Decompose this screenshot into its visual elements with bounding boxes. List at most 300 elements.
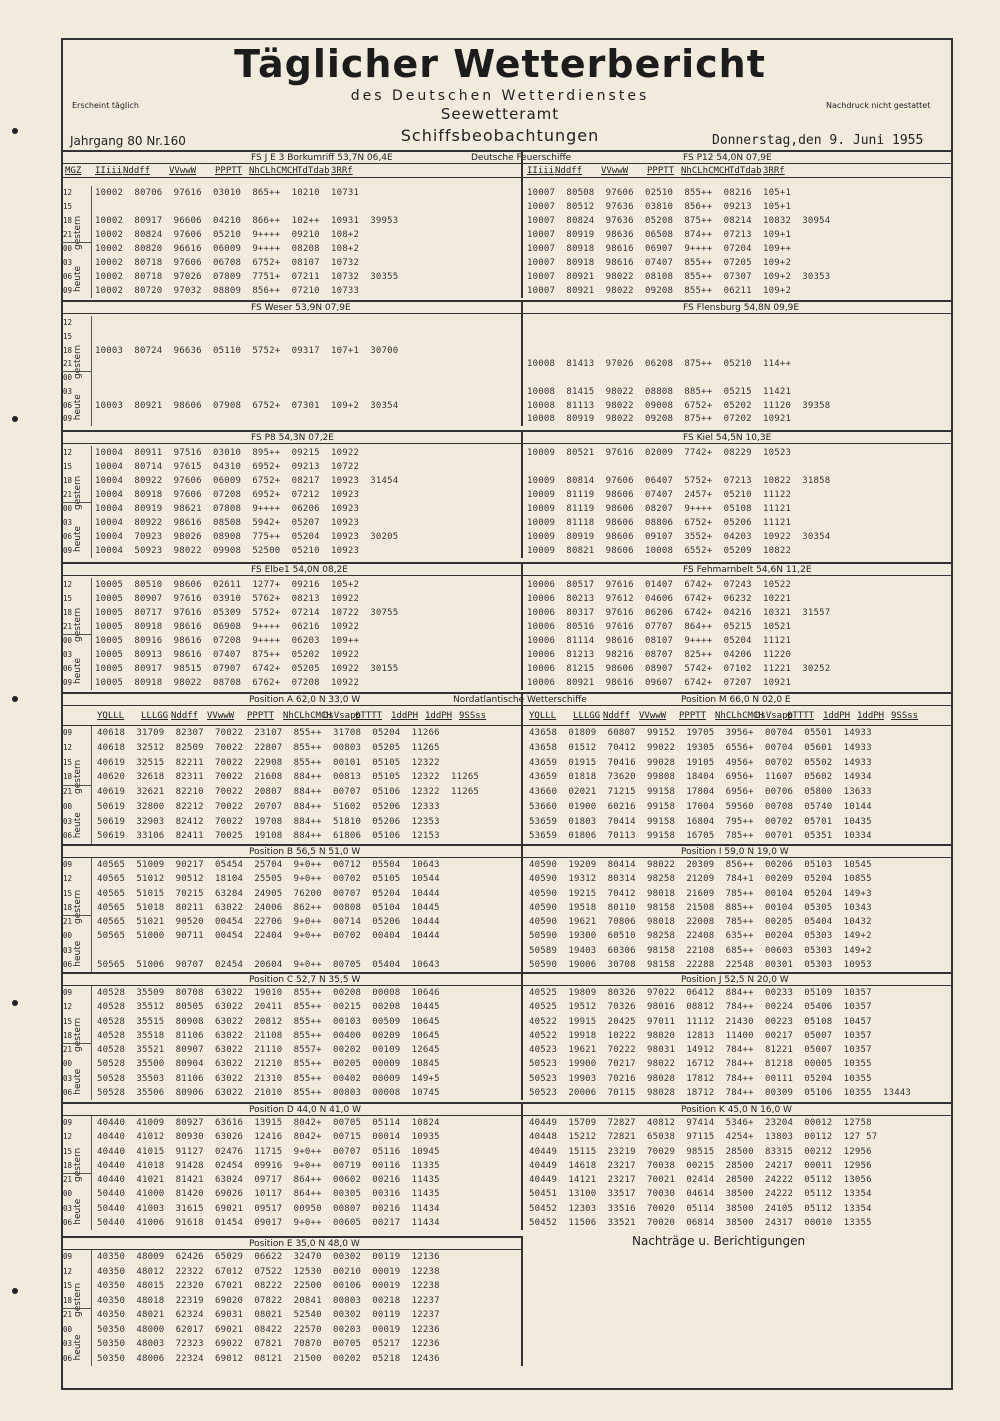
time-label: 21 [63,917,73,926]
table-row: 10009 80521 97616 02009 7742+ 08229 10523 [527,448,792,458]
heute-label: heute [73,1068,83,1095]
gutter-divider [91,726,92,844]
column-label: 9SSss [891,711,919,721]
column-label: IIiii [527,166,555,176]
gestern-label: gestern [73,1147,83,1182]
table-row: 10007 80919 98636 06508 874++ 07213 109+1 [527,230,792,240]
table-row: 40449 15115 23219 70029 98515 28500 83315 00212 12956 [529,1146,872,1157]
table-row: 10008 81413 97026 06208 875++ 05210 114++ [527,359,792,370]
section-title: Schiffsbeobachtungen [400,126,600,145]
gestern-label: gestern [73,608,83,643]
column-header [61,164,953,178]
table-row: 10006 81215 98606 08907 5742+ 07102 11221 30252 [527,664,831,674]
time-label: 12 [63,874,73,884]
time-label: 03 [63,1339,73,1348]
gestern-label: gestern [73,1017,83,1052]
time-label: 21 [63,1310,73,1319]
table-row: 10003 80724 96636 05110 5752+ 09317 107+1 30700 [95,345,399,356]
station-name: Position D 44,0 N 41,0 W [249,1105,361,1115]
station-name: Position K 45,0 N 16,0 W [681,1105,792,1115]
time-label: 18 [63,476,73,485]
station-header [61,300,953,314]
table-row: 40523 19621 70222 98031 14912 784++ 81221 05007 10357 [529,1045,872,1055]
time-label: 21 [63,622,73,631]
table-row: 50619 32903 82412 70022 19708 884++ 51810 05206 12353 [97,816,440,827]
column-label: IIiii [95,166,123,176]
time-label: 18 [63,1295,73,1305]
column-label: Nddff [555,166,583,176]
table-row: 40350 48015 22320 67021 08222 22500 00106 00019 12238 [97,1281,440,1291]
table-row: 10004 80922 97606 06009 6752+ 08217 10923 31454 [95,476,399,486]
time-label: 06 [63,1217,73,1227]
center-divider [521,844,523,972]
column-label: PPPTT [647,166,675,176]
table-row: 10008 81415 98022 08808 885++ 05215 11421 [527,386,792,397]
station-header [61,562,953,576]
table-row: 10006 80921 98616 09607 6742+ 07207 10921 [527,678,792,688]
gestern-label: gestern [73,759,83,794]
station-name: Position A 62,0 N 33,0 W [249,695,361,705]
time-label: 03 [63,518,73,527]
table-row: 10004 50923 98022 09908 52500 05210 10923 [95,546,360,556]
time-label: 21 [63,1045,73,1054]
table-row: 43659 01818 73620 99808 18404 6956+ 11607 05602 14934 [529,772,872,783]
time-label: 12 [63,1132,73,1142]
column-label: PPPTT [247,711,275,721]
column-label: DsVsapp [755,711,793,721]
station-name: Position J 52,5 N 20,0 W [681,975,789,985]
table-row: 10005 80918 98022 08708 6762+ 07208 10922 [95,678,360,688]
station-header [61,844,953,858]
table-row: 50565 51006 90707 02454 20604 9+0++ 00705 05404 10643 [97,959,440,970]
column-label: 1ddPH [425,711,453,721]
table-row: 50619 32800 82212 70022 20707 884++ 51602 05206 12333 [97,801,440,812]
station-header [61,1236,521,1250]
column-label: VVwwW [639,711,667,721]
time-label: 00 [63,244,73,253]
station-name: FS Weser 53,9N 07,9E [251,303,351,313]
table-row: 10005 80913 98616 07407 875++ 05202 10922 [95,650,360,660]
gestern-label: gestern [73,476,83,511]
table-row: 10006 80517 97616 01407 6742+ 07243 10522 [527,580,792,590]
station-header [61,1102,953,1116]
table-row: 40565 51009 90217 05454 25704 9+0++ 00712 05504 10643 [97,860,440,870]
table-row: 40590 19518 80110 98158 21508 885++ 00104 05305 10343 [529,902,872,913]
time-label: 12 [63,318,73,327]
time-label: 09 [63,1252,73,1261]
table-row: 40350 48018 22319 69020 07822 20841 00803 00218 12237 [97,1295,440,1306]
table-row: 10002 80718 97026 07809 7751+ 07211 10732 30355 [95,272,399,282]
column-label: TdTdab [729,166,762,176]
time-label: 09 [63,988,73,997]
column-label: 1ddPH [391,711,419,721]
table-row: 10006 81213 98216 08707 825++ 04206 11220 [527,650,792,660]
table-row: 10004 80922 98616 08508 5942+ 05207 10923 [95,518,360,528]
column-label: VVwwW [169,166,197,176]
station-header [61,150,953,164]
table-row: 10002 80917 96606 04210 866++ 102++ 10931 39953 [95,216,399,226]
time-label: 06 [63,272,73,281]
time-label: 21 [63,230,73,239]
table-row: 10005 80907 97616 03910 5762+ 08213 10922 [95,594,360,604]
center-divider [521,430,523,558]
time-gutter [61,578,91,690]
column-label: NhCLhCMCH [681,166,730,176]
office-name: Seewetteramt [440,105,560,123]
time-gutter [61,186,91,298]
time-label: 09 [63,728,73,737]
time-label: 00 [63,504,73,513]
table-row: 40449 15709 72827 40812 97414 5346+ 23204 00012 12758 [529,1118,872,1128]
table-row: 10004 80714 97615 04310 6952+ 09213 10722 [95,462,360,472]
table-row: 10004 80918 97606 07208 6952+ 07212 10923 [95,490,360,500]
punch-hole [12,696,18,702]
table-row: 10002 80706 97616 03010 865++ 10210 10731 [95,188,360,198]
table-row: 50590 19006 30708 98158 22288 22548 00301 05303 10953 [529,959,872,970]
center-divider [521,972,523,1100]
gutter-divider [91,578,92,690]
table-row: 10002 80824 97606 05210 9++++ 09210 108+2 [95,230,360,240]
time-label: 06 [63,1353,73,1363]
heute-label: heute [73,1334,83,1361]
column-label: PPPTT [215,166,243,176]
table-row: 10007 80918 98616 07407 855++ 07205 109+2 [527,258,792,268]
station-name: FS Flensburg 54,8N 09,9E [683,303,800,313]
column-label: 1ddPH [823,711,851,721]
column-label: 1ddPH [857,711,885,721]
station-name: FS P8 54,3N 07,2E [251,433,334,443]
table-row: 40620 32618 82311 70022 21608 884++ 00813 05105 12322 11265 [97,772,480,783]
nachtraege-heading: Nachträge u. Berichtigungen [632,1234,806,1248]
table-row: 10007 80921 98022 08108 855++ 07307 109+2 30353 [527,272,831,282]
table-row: 10008 80919 98022 09208 875++ 07202 10921 [527,414,792,425]
left-note: Erscheint täglich [72,101,139,110]
center-divider [521,562,523,690]
table-row: 43658 01809 60807 99152 19705 3956+ 00704 05501 14933 [529,728,872,738]
table-row: 40565 51018 80211 63022 24006 862++ 00808 05104 10445 [97,902,440,913]
time-label: 21 [63,359,73,369]
table-row: 10004 80919 98621 07808 9++++ 06206 10923 [95,504,360,514]
table-row: 50589 19403 60306 98158 22108 685++ 00603 05303 149+2 [529,945,872,956]
table-row: 40440 41015 91127 02476 11715 9+0++ 00707 05116 10945 [97,1146,440,1157]
time-label: 12 [63,1002,73,1012]
table-row: 10009 80919 98606 09107 3552+ 04203 10922 30354 [527,532,831,542]
punch-hole [12,1000,18,1006]
table-row: 40619 32515 82211 70022 22908 855++ 00101 05105 12322 [97,757,440,768]
table-row: 10007 80921 98022 09208 855++ 06211 109+2 [527,286,792,296]
column-label: LLLGG [141,711,169,721]
time-label: 09 [63,286,73,295]
time-label: 15 [63,331,73,341]
time-label: 00 [63,1059,73,1069]
day-divider [61,785,91,786]
station-name: FS J E 3 Borkumriff 53,7N 06,4E [251,153,393,163]
time-label: 15 [63,1281,73,1290]
heute-label: heute [73,658,83,685]
table-row: 10005 80917 98515 07907 6742+ 05205 10922 30155 [95,664,399,674]
time-label: 06 [63,400,73,410]
time-label: 12 [63,580,73,589]
group-label: Deutsche Feuerschiffe [471,153,572,163]
table-row: 50440 41003 31615 69021 09517 00950 00807 00216 11434 [97,1203,440,1214]
table-row: 50528 35503 81106 63022 21310 855++ 00402 00009 149+5 [97,1073,440,1084]
time-label: 21 [63,490,73,499]
issue-number: Jahrgang 80 Nr.160 [70,134,186,148]
time-label: 18 [63,608,73,617]
time-label: 03 [63,1203,73,1213]
time-label: 18 [63,902,73,912]
table-row: 10009 81118 98606 08806 6752+ 05206 11121 [527,518,792,528]
column-header [61,706,953,726]
table-row: 40440 41018 91428 02454 09916 9+0++ 00719 00116 11335 [97,1160,440,1171]
table-row: 40565 51021 90520 00454 22706 9+0++ 00714 05206 10444 [97,917,440,927]
time-label: 06 [63,1087,73,1097]
column-label: PPPTT [679,711,707,721]
station-name: Position C 52,7 N 35,5 W [249,975,361,985]
time-label: 18 [63,216,73,225]
table-row: 40590 19621 70806 98018 22008 785++ 00205 05404 10432 [529,917,872,927]
time-gutter [61,858,91,972]
table-row: 40350 48021 62324 69031 08021 52540 00302 00119 12237 [97,1310,440,1320]
column-label: 0TTTT [787,711,815,721]
column-label: MGZ [65,166,82,176]
table-row: 10006 80317 97616 06206 6742+ 04216 10321 31557 [527,608,831,618]
gutter-divider [91,986,92,1100]
table-row: 50528 35500 80904 63022 21210 855++ 00205 00009 10845 [97,1059,440,1070]
gutter-divider [91,446,92,558]
station-name: FS Fehmarnbelt 54,6N 11,2E [683,565,812,575]
table-row: 10005 80916 98616 07208 9++++ 06203 109++ [95,636,360,646]
column-label: Nddff [603,711,631,721]
station-name: Position E 35,0 N 48,0 W [249,1239,360,1249]
time-label: 18 [63,772,73,782]
gutter-divider [91,1116,92,1230]
column-label: LLLGG [573,711,601,721]
time-label: 03 [63,1073,73,1083]
table-row: 10009 81119 98606 07407 2457+ 05210 11122 [527,490,792,500]
table-row: 50350 48003 72323 69022 07821 70870 00705 05217 12236 [97,1339,440,1349]
time-label: 15 [63,757,73,767]
station-name: Position B 56,5 N 51,0 W [249,847,361,857]
table-row: 40440 41021 81421 63024 09717 864++ 00602 00216 11435 [97,1175,440,1185]
table-row: 40449 14618 23217 70038 00215 28500 24217 00011 12956 [529,1160,872,1171]
column-label: VVwwW [207,711,235,721]
table-row: 40449 14121 23217 70021 02414 28500 24222 05112 13056 [529,1175,872,1185]
table-row: 40525 19512 70326 98016 08812 784++ 00224 05406 10357 [529,1002,872,1013]
time-gutter [61,726,91,844]
time-label: 00 [63,801,73,811]
day-divider [61,502,91,503]
table-row: 53659 01806 70113 99158 16705 785++ 00701 05351 10334 [529,831,872,842]
table-row: 50523 19900 70217 98022 16712 784++ 81218 00005 10355 [529,1059,872,1070]
gestern-label: gestern [73,344,83,380]
time-label: 12 [63,1266,73,1276]
day-divider [61,1043,91,1044]
table-row: 10009 81119 98606 08207 9++++ 05108 11121 [527,504,792,514]
time-label: 00 [63,931,73,941]
table-row: 40528 35521 80907 63022 21110 8557+ 00202 00109 12645 [97,1045,440,1055]
table-row: 40618 31709 82307 70022 23107 855++ 31708 05204 11266 [97,728,440,738]
column-label: Nddff [123,166,151,176]
station-name: Position M 66,0 N 02,0 E [681,695,791,705]
column-label: 3RRf [763,166,785,176]
table-row: 10002 80718 97606 06708 6752+ 08107 10732 [95,258,360,268]
time-label: 15 [63,888,73,898]
time-gutter [61,316,91,426]
center-divider [521,150,523,298]
station-header [61,692,953,706]
center-divider [521,1102,523,1230]
gutter-divider [91,186,92,298]
day-divider [61,242,91,243]
table-row: 40590 19215 70412 98018 21609 785++ 00104 05204 149+3 [529,888,872,899]
time-label: 06 [63,959,73,969]
time-label: 15 [63,594,73,603]
column-label: DsVsapp [323,711,361,721]
table-row: 50565 51000 90711 00454 22404 9+0++ 00702 00404 10444 [97,931,440,942]
table-row: 50451 13100 33517 70030 04614 38500 24222 05112 13354 [529,1189,872,1200]
table-row: 10005 80510 98606 02611 1277+ 09216 105+2 [95,580,360,590]
punch-hole [12,1288,18,1294]
table-row: 10007 80918 98616 06907 9++++ 07204 109++ [527,244,792,254]
heute-label: heute [73,394,83,421]
table-row: 40522 19918 10222 98020 12813 11400 00217 05007 10357 [529,1030,872,1041]
table-row: 43658 01512 70412 99022 19305 6556+ 00704 05601 14933 [529,742,872,753]
time-label: 21 [63,1175,73,1184]
gestern-label: gestern [73,889,83,924]
table-row: 10006 81114 98616 08107 9++++ 05204 11121 [527,636,792,646]
table-row: 40350 48009 62426 65029 06622 32470 00302 00119 12136 [97,1252,440,1262]
heute-label: heute [73,526,83,553]
table-row: 40522 19915 20425 97011 11112 21430 00223 05108 10457 [529,1016,872,1027]
punch-hole [12,416,18,422]
table-row: 10007 80824 97636 05208 875++ 08214 10832 30954 [527,216,831,226]
table-row: 40618 32512 82509 70022 22807 855++ 00803 05205 11265 [97,742,440,753]
center-divider [521,692,523,844]
table-row: 40440 41012 80930 63026 12416 8042+ 00715 00014 10935 [97,1132,440,1143]
table-row: 40565 51012 90512 18104 25505 9+0++ 00702 05105 10544 [97,874,440,885]
table-row: 40448 15212 72821 65038 97115 4254+ 13803 00112 127 57 [529,1132,878,1143]
time-label: 12 [63,742,73,752]
time-label: 00 [63,373,73,382]
table-row: 40528 35518 81106 63022 21108 855++ 00400 00209 10645 [97,1030,440,1041]
gutter-divider [91,316,92,426]
time-label: 18 [63,345,73,355]
column-label: VVwwW [601,166,629,176]
group-label: Nordatlantische Wetterschiffe [453,695,587,705]
time-label: 06 [63,664,73,673]
column-label: NhCLhCMCH [283,711,332,721]
table-row: 43659 01915 70416 99028 19105 4956+ 00702 05502 14933 [529,757,872,768]
center-divider [521,1236,523,1366]
issue-date: Donnerstag,den 9. Juni 1955 [712,133,924,148]
table-row: 10008 81113 98022 09008 6752+ 05202 11120 39358 [527,400,831,411]
time-label: 09 [63,414,73,424]
table-row: 10004 70923 98026 08908 775++ 05204 10923 30205 [95,532,399,542]
table-row: 50523 20006 70115 98028 18712 784++ 00309 05106 10355 13443 [529,1087,912,1098]
time-label: 15 [63,202,73,211]
heute-label: heute [73,812,83,839]
table-row: 40619 32621 82210 70022 20807 884++ 00707 05106 12322 11265 [97,787,480,797]
gestern-label: gestern [73,1282,83,1317]
gutter-divider [91,858,92,972]
gutter-divider [91,1250,92,1366]
right-note: Nachdruck nicht gestattet [826,101,931,110]
day-divider [61,915,91,916]
table-row: 40528 35512 80505 63022 20411 855++ 00215 00208 10445 [97,1002,440,1013]
table-row: 50350 48006 22324 69012 08121 21500 00202 05218 12436 [97,1353,440,1364]
table-row: 50590 19300 60510 98258 22408 635++ 00204 05303 149+2 [529,931,872,942]
table-row: 50528 35506 80906 63022 21010 855++ 00803 00008 10745 [97,1087,440,1098]
table-row: 40440 41009 80927 63616 13915 8042+ 00705 05114 10824 [97,1118,440,1128]
time-label: 15 [63,462,73,471]
time-label: 06 [63,831,73,841]
page-subtitle: des Deutschen Wetterdienstes [350,88,650,104]
station-name: FS Kiel 54,5N 10,3E [683,433,772,443]
table-row: 50440 41006 91618 01454 09017 9+0++ 00605 00217 11434 [97,1217,440,1228]
gestern-label: gestern [73,216,83,251]
table-row: 10005 80717 97616 05309 5752+ 07214 10722 30755 [95,608,399,618]
time-label: 09 [63,1118,73,1127]
time-label: 09 [63,678,73,687]
day-divider [61,1308,91,1309]
station-name: FS P12 54,0N 07,9E [683,153,772,163]
day-divider [61,371,91,372]
table-row: 40590 19312 80314 98258 21209 784+1 00209 05204 10855 [529,874,872,885]
time-label: 03 [63,258,73,267]
table-row: 10007 80508 97606 02510 855++ 08216 105+1 [527,188,792,198]
table-row: 10009 80821 98606 10008 6552+ 05209 10822 [527,546,792,556]
time-label: 00 [63,636,73,645]
time-label: 12 [63,448,73,457]
table-row: 10006 80516 97616 07707 864++ 05215 10521 [527,622,792,632]
column-label: YQLLL [97,711,125,721]
time-gutter [61,986,91,1100]
table-row: 10005 80918 98616 06908 9++++ 06216 10922 [95,622,360,632]
table-row: 40528 35515 80908 63022 20812 855++ 00103 00509 10645 [97,1016,440,1027]
table-row: 40525 19809 80326 97022 06412 884++ 00233 05109 10357 [529,988,872,998]
station-header [61,972,953,986]
heute-label: heute [73,266,83,293]
table-row: 50440 41000 81420 69026 10117 864++ 00305 00316 11435 [97,1189,440,1200]
time-label: 06 [63,532,73,541]
day-divider [61,1173,91,1174]
time-label: 09 [63,860,73,869]
table-row: 10003 80921 98606 07908 6752+ 07301 109+2 30354 [95,400,399,411]
column-label: YQLLL [529,711,557,721]
table-row: 10009 80814 97606 06407 5752+ 07213 10822 31858 [527,476,831,486]
table-row: 53659 01803 70414 99158 16804 795++ 00702 05701 10435 [529,816,872,827]
table-row: 40590 19209 80414 98022 20309 856++ 00206 05103 10545 [529,860,872,870]
table-row: 10006 80213 97612 04606 6742+ 06232 10221 [527,594,792,604]
heute-label: heute [73,940,83,967]
table-row: 53660 01900 60216 99158 17004 59560 00708 05740 10144 [529,801,872,812]
table-row: 43660 02021 71215 99158 17804 6956+ 00706 05800 13633 [529,787,872,797]
column-label: 9SSss [459,711,487,721]
time-label: 00 [63,1324,73,1334]
column-label: NhCLhCMCH [249,166,298,176]
column-label: 3RRf [331,166,353,176]
time-label: 15 [63,1146,73,1156]
center-divider [521,300,523,426]
table-row: 50619 33106 82411 70025 19108 884++ 61806 05106 12153 [97,831,440,842]
day-divider [61,634,91,635]
column-label: TdTdab [297,166,330,176]
table-row: 50452 12303 33516 70020 05114 38500 24105 05112 13354 [529,1203,872,1214]
time-label: 03 [63,945,73,955]
time-gutter [61,1116,91,1230]
time-label: 00 [63,1189,73,1199]
